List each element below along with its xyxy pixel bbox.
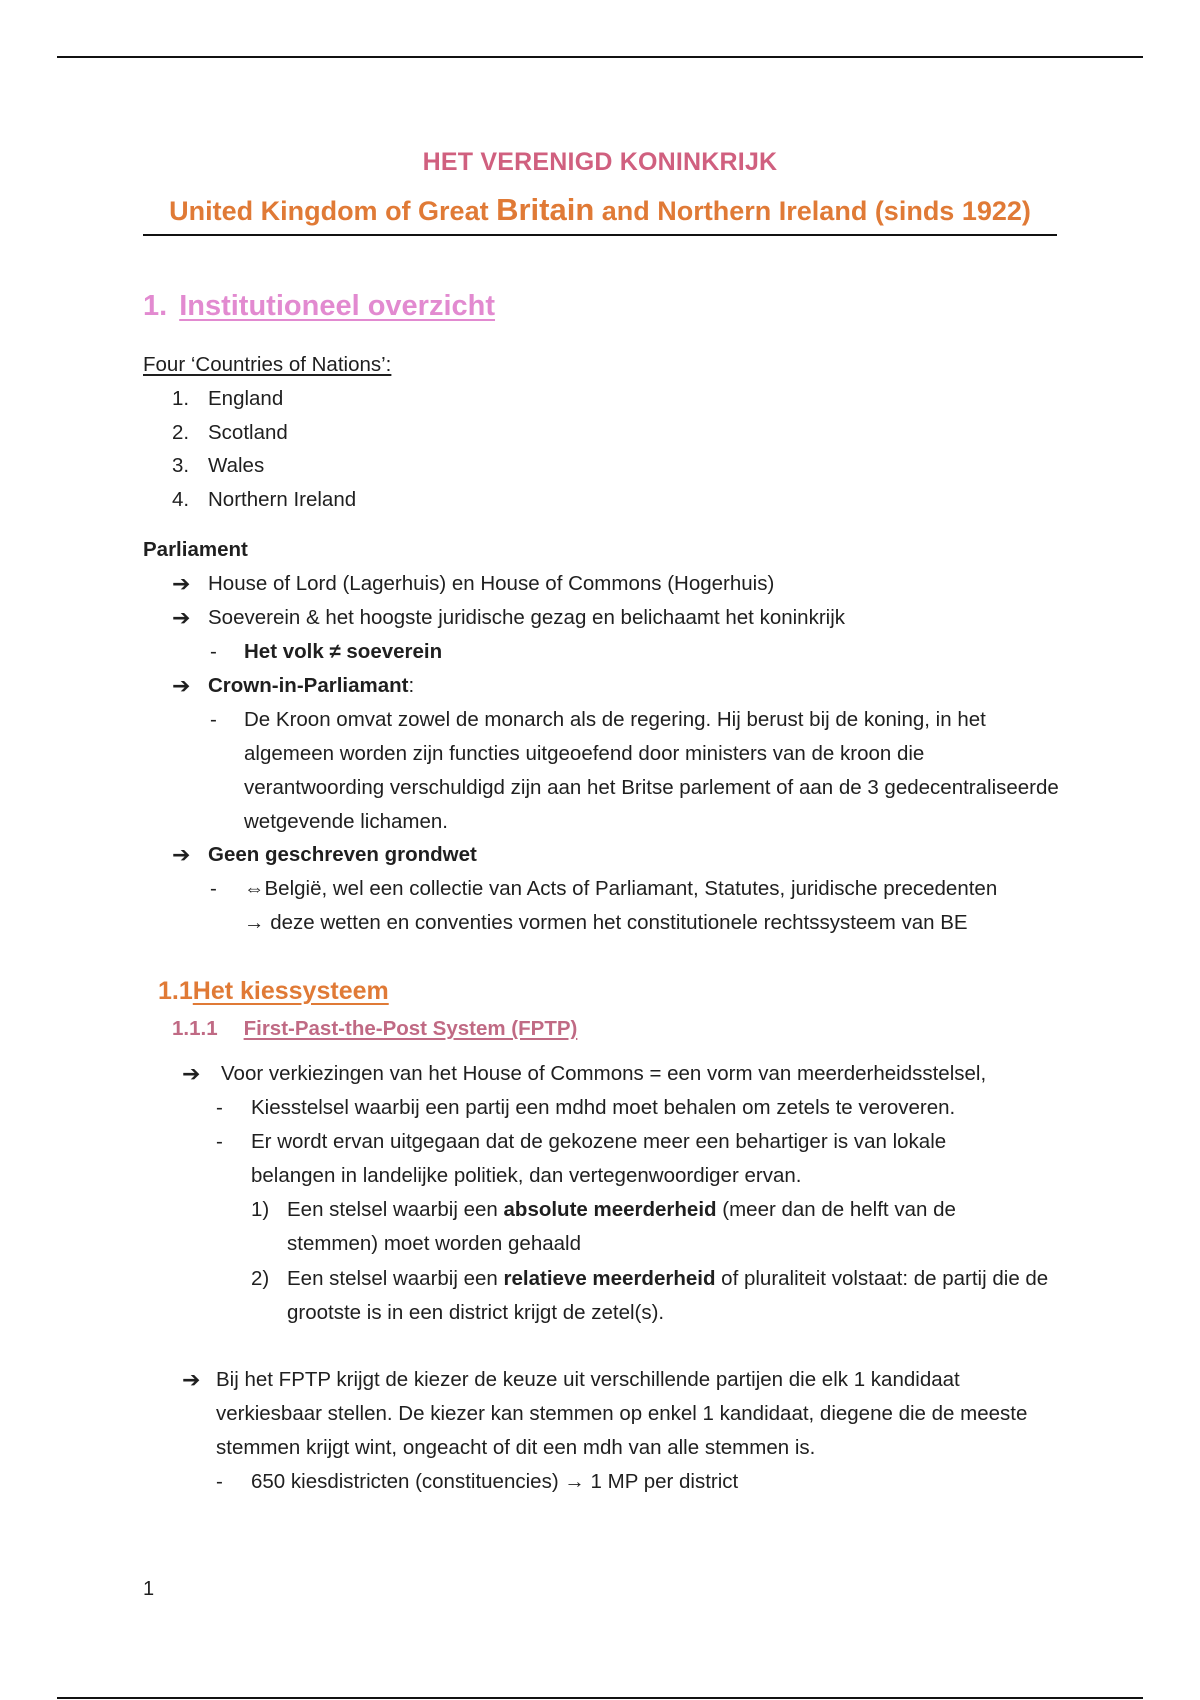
fptp-n2-pre: Een stelsel waarbij een	[287, 1267, 504, 1290]
dash-bullet: -	[210, 640, 217, 663]
fptp-numbered-1	[287, 1193, 1027, 1261]
parliament-point-2: Soeverein & het hoogste juridische gezag en belichaamt het koninkrijk	[208, 606, 846, 629]
section-1-1-number: 1.1	[158, 977, 193, 1005]
fptp-numbered-2	[287, 1262, 1062, 1330]
arrow-icon: ➔	[172, 842, 191, 867]
parliament-point-3-sub: De Kroon omvat zowel de monarch als de regering. Hij berust bij de koning, in het algemeen worden zijn functies uitgeoefend door ministers van de kroon die verantwoording verschuldigd zijn aan het Britse parlement of aan de 3 gedecentraliseerde wetgevende lichamen.	[244, 708, 1059, 833]
section-1-1-1-number: 1.1.1	[172, 1017, 218, 1040]
section-1-1-1-title: First-Past-the-Post System (FPTP)	[243, 1017, 578, 1040]
dash-bullet: -	[216, 1096, 223, 1119]
subtitle-part-1: United Kingdom of Great	[169, 196, 497, 226]
country-england: England	[208, 387, 284, 410]
page-number: 1	[143, 1578, 155, 1600]
section-1-1-title: Het kiessysteem	[192, 977, 389, 1005]
dash-bullet: -	[210, 708, 217, 731]
parliament-point-4-sub-1: ⇔België, wel een collectie van Acts of Parliamant, Statutes, juridische precedenten	[244, 877, 998, 900]
parliament-point-2-sub: Het volk ≠ soeverein	[244, 640, 443, 663]
arrow-icon: ➔	[172, 571, 191, 596]
country-number-2: 2.	[172, 421, 190, 444]
fptp-n2-bold: relatieve meerderheid	[503, 1267, 716, 1290]
country-scotland: Scotland	[208, 421, 288, 444]
arrow-icon: ➔	[172, 605, 191, 630]
section-1-number: 1.	[143, 290, 168, 322]
parliament-heading: Parliament	[143, 538, 248, 561]
fptp-point-1: Voor verkiezingen van het House of Commons = een vorm van meerderheidsstelsel,	[221, 1062, 987, 1085]
parliament-point-4: Geen geschreven grondwet	[208, 843, 477, 866]
dash-bullet: -	[210, 877, 217, 900]
section-1-heading	[143, 290, 495, 323]
fptp-numbered-1-marker: 1)	[251, 1198, 270, 1221]
dash-bullet: -	[216, 1130, 223, 1153]
section-1-1-heading	[158, 977, 389, 1006]
section-1-title: Institutioneel overzicht	[179, 290, 496, 322]
fptp-point-2: Bij het FPTP krijgt de kiezer de keuze uit verschillende partijen die elk 1 kandidaat verkiesbaar stellen. De kiezer kan stemmen op enkel 1 kandidaat, diegene die de meeste stemmen krijgt wint, ongeacht of dit een mdh van alle stemmen is.	[216, 1368, 1028, 1459]
fptp-point-1-sub-1: Kiesstelsel waarbij een partij een mdhd moet behalen om zetels te veroveren.	[251, 1096, 956, 1119]
fptp-numbered-2-marker: 2)	[251, 1267, 270, 1290]
arrow-icon: ➔	[182, 1367, 201, 1392]
country-number-1: 1.	[172, 387, 190, 410]
country-number-4: 4.	[172, 488, 190, 511]
dash-bullet: -	[216, 1470, 223, 1493]
parliament-point-3	[208, 674, 414, 698]
fptp-n1-post: (meer dan de helft van de stemmen) moet worden gehaald	[287, 1198, 956, 1255]
parliament-point-1: House of Lord (Lagerhuis) en House of Commons (Hogerhuis)	[208, 572, 775, 595]
page-title: HET VERENIGD KONINKRIJK	[422, 148, 778, 176]
subtitle-part-2: Britain	[496, 192, 595, 227]
crown-in-parliament-label: Crown-in-Parliamant	[208, 674, 409, 697]
fptp-point-2-sub-1: 650 kiesdistricten (constituencies) → 1 MP per district	[251, 1470, 739, 1493]
arrow-icon: ➔	[172, 673, 191, 698]
fptp-n1-pre: Een stelsel waarbij een	[287, 1198, 504, 1221]
bottom-rule	[57, 1697, 1143, 1699]
countries-heading: Four ‘Countries of Nations’:	[143, 353, 392, 376]
subtitle-part-3: and Northern Ireland (sinds 1922)	[594, 196, 1031, 226]
fptp-n1-bold: absolute meerderheid	[503, 1198, 717, 1221]
crown-colon: :	[408, 674, 415, 697]
fptp-n2-post: of pluraliteit volstaat: de partij die de grootste is in een district krijgt de zetel(s).	[287, 1267, 1049, 1324]
fptp-point-1-sub-2: Er wordt ervan uitgegaan dat de gekozene meer een behartiger is van lokale belangen in landelijke politiek, dan vertegenwoordiger ervan.	[251, 1130, 947, 1187]
country-wales: Wales	[208, 454, 265, 477]
page-subtitle	[143, 192, 1057, 236]
arrow-icon: ➔	[182, 1061, 201, 1086]
section-1-1-1-heading	[172, 1017, 577, 1041]
country-northern-ireland: Northern Ireland	[208, 488, 357, 511]
country-number-3: 3.	[172, 454, 190, 477]
parliament-point-4-sub-2: → deze wetten en conventies vormen het constitutionele rechtssysteem van BE	[244, 911, 968, 934]
top-rule	[57, 56, 1143, 58]
